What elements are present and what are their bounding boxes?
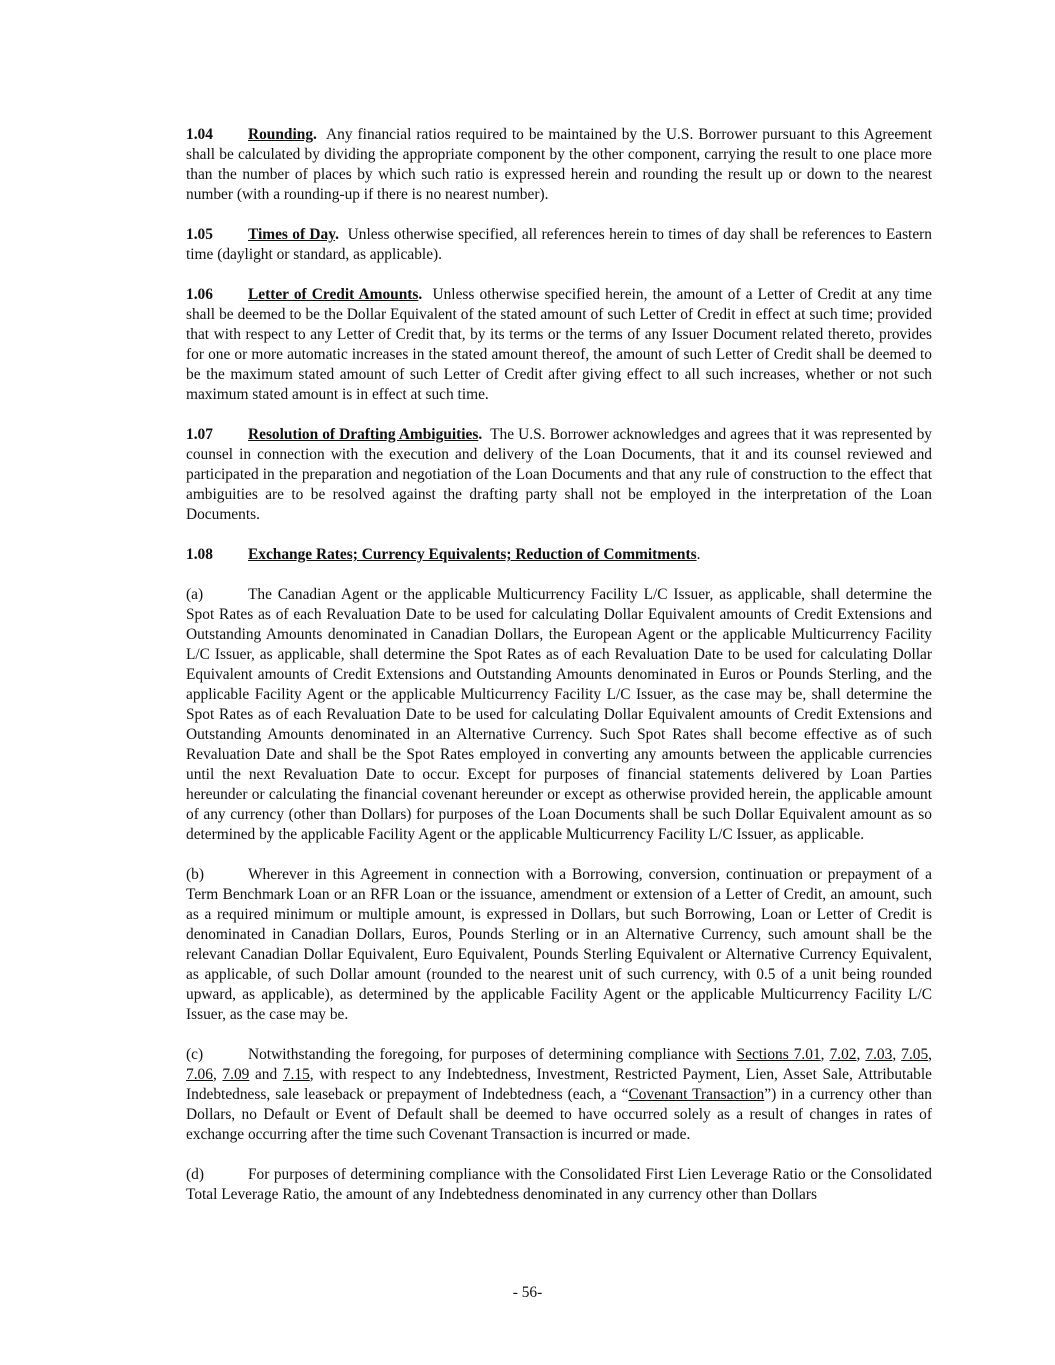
section-reference: 7.06 — [186, 1066, 213, 1083]
subsection-label: (a) — [186, 586, 204, 603]
subsection-d — [124, 1165, 932, 1205]
subsection-label: (b) — [186, 866, 204, 883]
section-heading: Rounding — [248, 126, 314, 143]
section-1-06: 1.06 Letter of Credit Amounts. Unless otherwise specified herein, the amount of a Letter of Credit at any time shall be deemed to be the Dollar Equivalent of the stated amount of such Letter of Credit in effect at such time; provided that with respect to any Letter of Credit that, by its terms or the terms of any Issuer Document related thereto, provides for one or more automatic increases in the stated amount thereof, the amount of such Letter of Credit shall be deemed to be the maximum stated amount of such Letter of Credit after giving effect to all such increases, whether or not such maximum stated amount is in effect at such time. — [186, 286, 932, 403]
section-heading: Letter of Credit Amounts — [248, 286, 419, 303]
subsection-text: Wherever in this Agreement in connection with a Borrowing, conversion, continuation or prepayment of a Term Benchmark Loan or an RFR Loan or the issuance, amendment or extension of a Letter of Credit, an amount, such as a required minimum or multiple amount, is expressed in Dollars, but such Borrowing, Loan or Letter of Credit is denominated in Canadian Dollars, Euros, Pounds Sterling or in an Alternative Currency, such amount shall be the relevant Canadian Dollar Equivalent, Euro Equivalent, Pounds Sterling Equivalent or Alternative Currency Equivalent, as applicable, of such Dollar amount (rounded to the nearest unit of such currency, with 0.5 of a unit being rounded upward, as applicable), as determined by the applicable Facility Agent or the applicable Multicurrency Facility L/C Issuer, as the case may be. — [186, 866, 932, 1023]
subsection-text-post: ”) in a currency other than Dollars, no Default or Event of Default shall be deemed to have occurred solely as a result of changes in rates of exchange occurring after the time such Covenant Transaction is incurred or made. — [186, 1086, 932, 1143]
section-heading: Times of Day — [248, 226, 336, 243]
subsection-label: (c) — [186, 1046, 204, 1063]
section-number: 1.07 — [186, 426, 213, 443]
section-reference: Sections 7.01 — [736, 1046, 821, 1063]
defined-term: Covenant Transaction — [628, 1086, 765, 1103]
subsection-text-pre: Notwithstanding the foregoing, for purposes of determining compliance with — [248, 1046, 732, 1063]
section-number: 1.05 — [186, 226, 213, 243]
section-number: 1.04 — [186, 126, 213, 143]
conjunction: and — [254, 1066, 278, 1083]
page-number: - 56- — [512, 1284, 543, 1301]
section-reference: 7.02 — [829, 1046, 857, 1063]
section-reference: 7.03 — [865, 1046, 893, 1063]
section-text: The U.S. Borrower acknowledges and agrees that it was represented by counsel in connection with the execution and delivery of the Loan Documents, that it and its counsel reviewed and participated in the preparation and negotiation of the Loan Documents and that any rule of construction to the effect that ambiguities are to be resolved against the drafting party shall not be employed in the interpretation of the Loan Documents. — [186, 426, 932, 523]
section-1-08-heading: 1.08 Exchange Rates; Currency Equivalents; Reduction of Commitments. — [186, 546, 701, 563]
section-heading: Exchange Rates; Currency Equivalents; Reduction of Commitments — [248, 546, 697, 563]
section-number: 1.06 — [186, 286, 213, 303]
section-1-05: 1.05 Times of Day. Unless otherwise specified, all references herein to times of day shall be references to Eastern time (daylight or standard, as applicable). — [186, 226, 932, 263]
subsection-text: The Canadian Agent or the applicable Multicurrency Facility L/C Issuer, as applicable, shall determine the Spot Rates as of each Revaluation Date to be used for calculating Dollar Equivalent amounts of Credit Extensions and Outstanding Amounts denominated in Canadian Dollars, the European Agent or the applicable Multicurrency Facility L/C Issuer, as applicable, shall determine the Spot Rates as of each Revaluation Date to be used for calculating Dollar Equivalent amounts of Credit Extensions and Outstanding Amounts denominated in Euros or Pounds Sterling, and the applicable Facility Agent or the applicable Multicurrency Facility L/C Issuer, as the case may be, shall determine the Spot Rates as of each Revaluation Date to be used for calculating Dollar Equivalent amounts of Credit Extensions and Outstanding Amounts denominated in an Alternative Currency. Such Spot Rates shall become effective as of such Revaluation Date and shall be the Spot Rates employed in converting any amounts between the applicable currencies until the next Revaluation Date to occur. Except for purposes of financial statements delivered by Loan Parties hereunder or calculating the financial covenant hereunder or except as otherwise provided herein, the applicable amount of any currency (other than Dollars) for purposes of the Loan Documents shall be such Dollar Equivalent amount as so determined by the applicable Facility Agent or the applicable Multicurrency Facility L/C Issuer, as applicable. — [186, 586, 932, 843]
section-1-04: 1.04 Rounding. Any financial ratios required to be maintained by the U.S. Borrower pursuant to this Agreement shall be calculated by dividing the appropriate component by the other component, carrying the result to one place more than the number of places by which such ratio is expressed herein and rounding the result up or down to the nearest number (with a rounding-up if there is no nearest number). — [186, 126, 932, 203]
subsection-label: (d) — [186, 1166, 204, 1183]
section-reference: 7.05 — [901, 1046, 929, 1063]
section-text: Unless otherwise specified, all references herein to times of day shall be references to Eastern time (daylight or standard, as applicable). — [186, 226, 932, 263]
section-heading: Resolution of Drafting Ambiguities — [248, 426, 479, 443]
section-text: Any financial ratios required to be maintained by the U.S. Borrower pursuant to this Agreement shall be calculated by dividing the appropriate component by the other component, carrying the result to one place more than the number of places by which such ratio is expressed herein and rounding the result up or down to the nearest number (with a rounding-up if there is no nearest number). — [186, 126, 932, 203]
subsection-c: (c) Notwithstanding the foregoing, for purposes of determining compliance with Sections 7.01, 7.02, 7.03, 7.05, 7.06, 7.09 and 7.15, with respect to any Indebtedness, Investment, Restricted Payment, Lien, Asset Sale, Attributable Indebtedness, sale leaseback or prepayment of Indebtedness (each, a “Covenant Transaction”) in a currency other than Dollars, no Default or Event of Default shall be deemed to have occurred solely as a result of changes in rates of exchange occurring after the time such Covenant Transaction is incurred or made. — [186, 1046, 933, 1143]
section-text: Unless otherwise specified herein, the amount of a Letter of Credit at any time shall be deemed to be the Dollar Equivalent of the stated amount of such Letter of Credit in effect at such time; provided that with respect to any Letter of Credit that, by its terms or the terms of any Issuer Document related thereto, provides for one or more automatic increases in the stated amount thereof, the amount of such Letter of Credit shall be deemed to be the maximum stated amount of such Letter of Credit after giving effect to all such increases, whether or not such maximum stated amount is in effect at such time. — [186, 286, 932, 403]
section-1-07: 1.07 Resolution of Drafting Ambiguities. The U.S. Borrower acknowledges and agrees that it was represented by counsel in connection with the execution and delivery of the Loan Documents, that it and its counsel reviewed and participated in the preparation and negotiation of the Loan Documents and that any rule of construction to the effect that ambiguities are to be resolved against the drafting party shall not be employed in the interpretation of the Loan Documents. — [186, 426, 932, 523]
subsection-a — [124, 585, 932, 845]
section-reference: 7.15 — [282, 1066, 310, 1083]
document-body — [124, 125, 932, 1225]
subsection-text-mid: , with respect to any Indebtedness, Investment, Restricted Payment, Lien, Asset Sale, Attributable Indebtedness, sale leaseback or prepayment of Indebtedness (each, a “ — [186, 1066, 932, 1103]
section-number: 1.08 — [186, 546, 213, 563]
section-reference: 7.09 — [222, 1066, 250, 1083]
subsection-text: For purposes of determining compliance with the Consolidated First Lien Leverage Ratio or the Consolidated Total Leverage Ratio, the amount of any Indebtedness denominated in any currency other than Dollars — [186, 1166, 932, 1203]
subsection-b — [124, 865, 932, 1025]
